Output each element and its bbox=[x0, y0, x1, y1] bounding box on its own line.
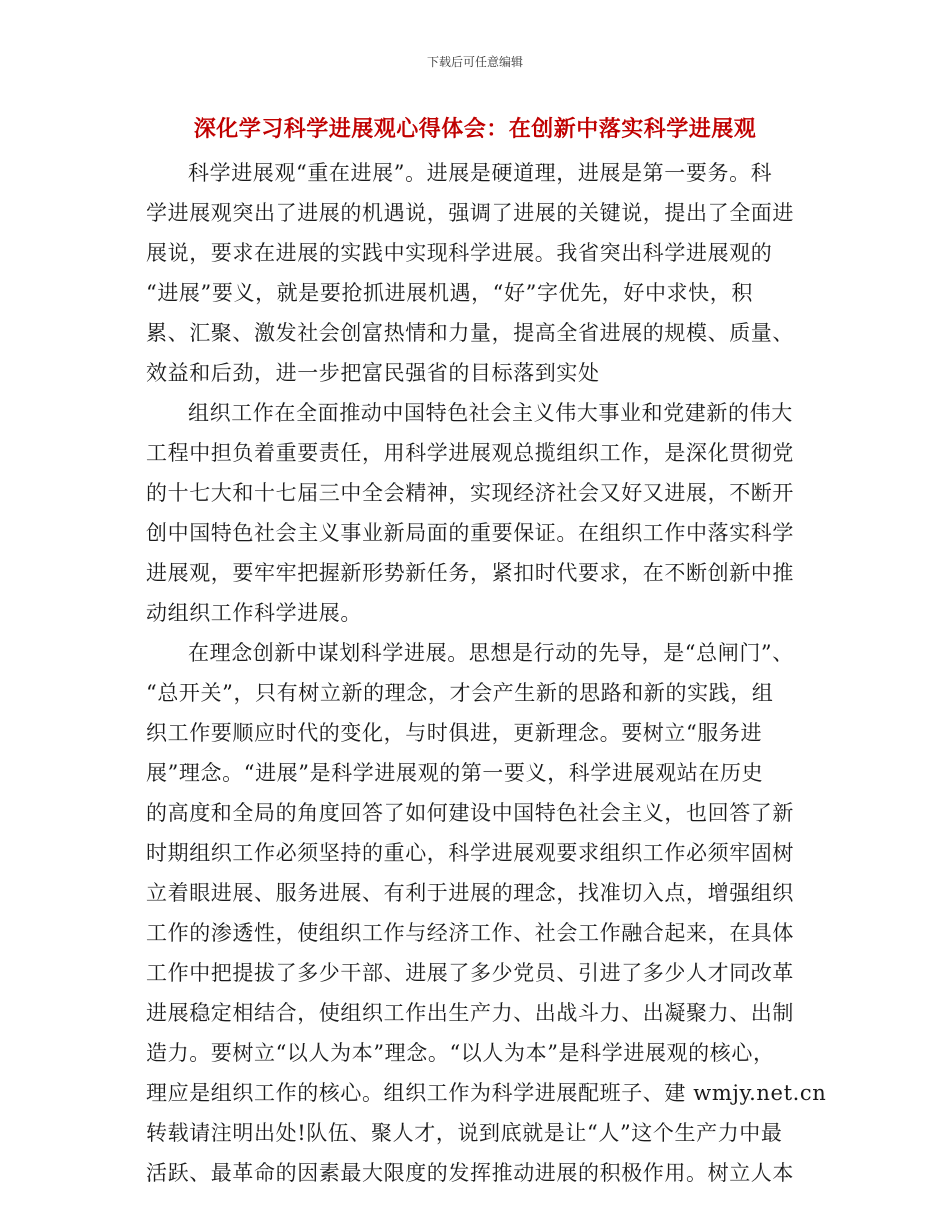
paragraph-1-line: “进展”要义，就是要抢抓进展机遇，“好”字优先，好中求快，积 bbox=[146, 281, 753, 305]
paragraph-2-line: 组织工作在全面推动中国特色社会主义伟大事业和党建新的伟大 bbox=[188, 401, 793, 425]
paragraph-2-line: 动组织工作科学进展。 bbox=[146, 601, 362, 625]
paragraph-2-line: 进展观，要牢牢把握新形势新任务，紧扣时代要求，在不断创新中推 bbox=[146, 561, 794, 585]
paragraph-1-line: 科学进展观“重在进展”。进展是硬道理，进展是第一要务。科 bbox=[188, 161, 773, 185]
document-body bbox=[146, 153, 827, 1193]
paragraph-1-line: 累、汇聚、激发社会创富热情和力量，提高全省进展的规模、质量、 bbox=[146, 321, 794, 345]
document-title: 深化学习科学进展观心得体会：在创新中落实科学进展观 bbox=[193, 117, 757, 142]
paragraph-3-line: 活跃、最革命的因素最大限度的发挥推动进展的积极作用。树立人本 bbox=[146, 1161, 794, 1185]
paragraph-3-line: 在理念创新中谋划科学进展。思想是行动的先导，是“总闸门”、 bbox=[188, 641, 794, 665]
paragraph-2-line: 工程中担负着重要责任，用科学进展观总揽组织工作，是深化贯彻党 bbox=[146, 441, 794, 465]
paragraph-3-line: 理应是组织工作的核心。组织工作为科学进展配班子、建 wmjy.net.cn bbox=[146, 1081, 827, 1105]
page-header-note: 下载后可任意编辑 bbox=[426, 55, 523, 69]
paragraph-3-line: 工作中把提拔了多少干部、进展了多少党员、引进了多少人才同改革 bbox=[146, 961, 794, 985]
paragraph-1-line: 效益和后劲，进一步把富民强省的目标落到实处 bbox=[146, 361, 600, 385]
paragraph-2-line: 的十七大和十七届三中全会精神，实现经济社会又好又进展，不断开 bbox=[146, 481, 794, 505]
paragraph-3-line: 时期组织工作必须坚持的重心，科学进展观要求组织工作必须牢固树 bbox=[146, 841, 794, 865]
paragraph-3-line: 转载请注明出处!队伍、聚人才，说到底就是让“人”这个生产力中最 bbox=[146, 1121, 783, 1145]
paragraph-3-line: “总开关”，只有树立新的理念，才会产生新的思路和新的实践，组 bbox=[146, 681, 774, 705]
paragraph-3-line: 工作的渗透性，使组织工作与经济工作、社会工作融合起来，在具体 bbox=[146, 921, 794, 945]
paragraph-2-line: 创中国特色社会主义事业新局面的重要保证。在组织工作中落实科学 bbox=[146, 521, 794, 545]
paragraph-3-line: 进展稳定相结合，使组织工作出生产力、出战斗力、出凝聚力、出制 bbox=[146, 1001, 794, 1025]
paragraph-3-line: 展”理念。“进展”是科学进展观的第一要义，科学进展观站在历史 bbox=[146, 761, 764, 785]
paragraph-3-line: 的高度和全局的角度回答了如何建设中国特色社会主义，也回答了新 bbox=[146, 801, 794, 825]
paragraph-1-line: 展说，要求在进展的实践中实现科学进展。我省突出科学进展观的 bbox=[146, 241, 773, 265]
paragraph-3-line: 造力。要树立“以人为本”理念。“以人为本”是科学进展观的核心， bbox=[146, 1041, 775, 1065]
paragraph-3-line: 立着眼进展、服务进展、有利于进展的理念，找准切入点，增强组织 bbox=[146, 881, 794, 905]
paragraph-1-line: 学进展观突出了进展的机遇说，强调了进展的关键说，提出了全面进 bbox=[146, 201, 794, 225]
paragraph-3-line: 织工作要顺应时代的变化，与时俱进，更新理念。要树立“服务进 bbox=[146, 721, 763, 745]
